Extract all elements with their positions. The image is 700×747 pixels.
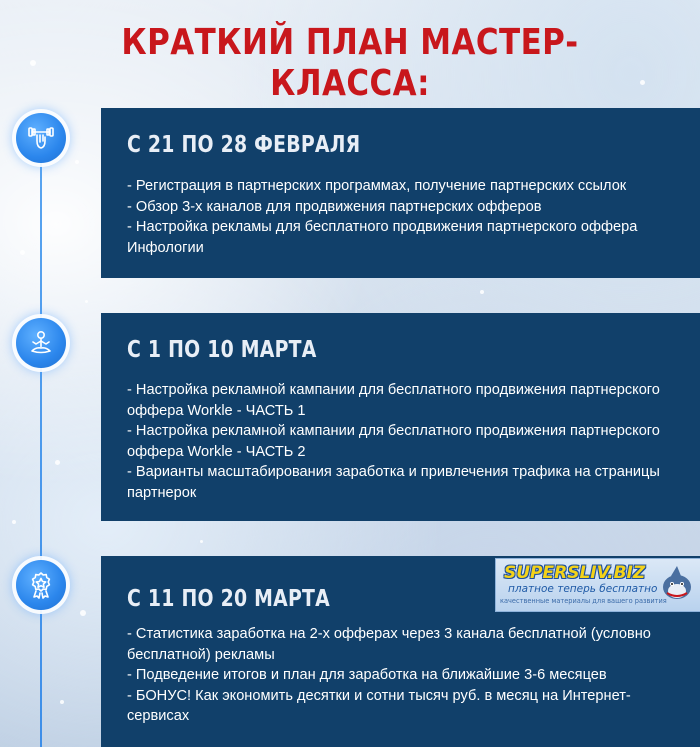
timeline-line — [40, 138, 42, 747]
stage-3-line: - Статистика заработка на 2-х офферах через 3 канала бесплатной (условно бесплатной) рекламы — [127, 626, 651, 663]
stage-3-body — [127, 624, 687, 727]
stage-3-line: - Подведение итогов и план для заработка на ближайшие 3-6 месяцев — [127, 667, 607, 683]
watermark-banner — [495, 558, 700, 612]
shark-mascot-icon — [659, 563, 695, 603]
stage-2-line: - Настройка рекламной кампании для бесплатного продвижения партнерского оффера Workle - ЧАСТЬ 2 — [127, 423, 660, 460]
stage-2-card — [101, 313, 700, 521]
stage-1-title: С 21 ПО 28 ФЕВРАЛЯ — [127, 132, 361, 158]
page-title: КРАТКИЙ ПЛАН МАСТЕР-КЛАССА: — [121, 22, 579, 104]
watermark-tagline: качественные материалы для вашего развития — [500, 597, 667, 605]
stage-2-body — [127, 380, 687, 503]
watermark-brand: SUPERSLIV.BIZ — [504, 563, 646, 583]
stage-3-line: - БОНУС! Как экономить десятки и сотни тысяч руб. в месяц на Интернет-сервисах — [127, 687, 631, 724]
award-badge-icon — [26, 570, 56, 600]
stage-3-marker — [16, 560, 66, 610]
stage-2-line: - Настройка рекламной кампании для бесплатного продвижения партнерского оффера Workle - ЧАСТЬ 1 — [127, 382, 660, 419]
stage-1-line: - Настройка рекламы для бесплатного продвижения партнерского оффера Инфологии — [127, 219, 638, 256]
stage-1-marker — [16, 113, 66, 163]
watermark-slogan: платное теперь бесплатно — [508, 583, 658, 595]
stage-1-line: - Регистрация в партнерских программах, получение партнерских ссылок — [127, 178, 627, 194]
stage-2-line: - Варианты масштабирования заработка и привлечения трафика на страницы партнерок — [127, 464, 660, 501]
dumbbell-hand-icon — [26, 123, 56, 153]
stage-1-body — [127, 176, 687, 258]
stage-1-card — [101, 108, 700, 278]
stage-1-line: - Обзор 3-х каналов для продвижения партнерских офферов — [127, 198, 542, 215]
stage-2-marker — [16, 318, 66, 368]
stage-2-title: С 1 ПО 10 МАРТА — [127, 337, 317, 363]
meditation-person-icon — [26, 328, 56, 358]
stage-3-title: С 11 ПО 20 МАРТА — [127, 586, 331, 612]
